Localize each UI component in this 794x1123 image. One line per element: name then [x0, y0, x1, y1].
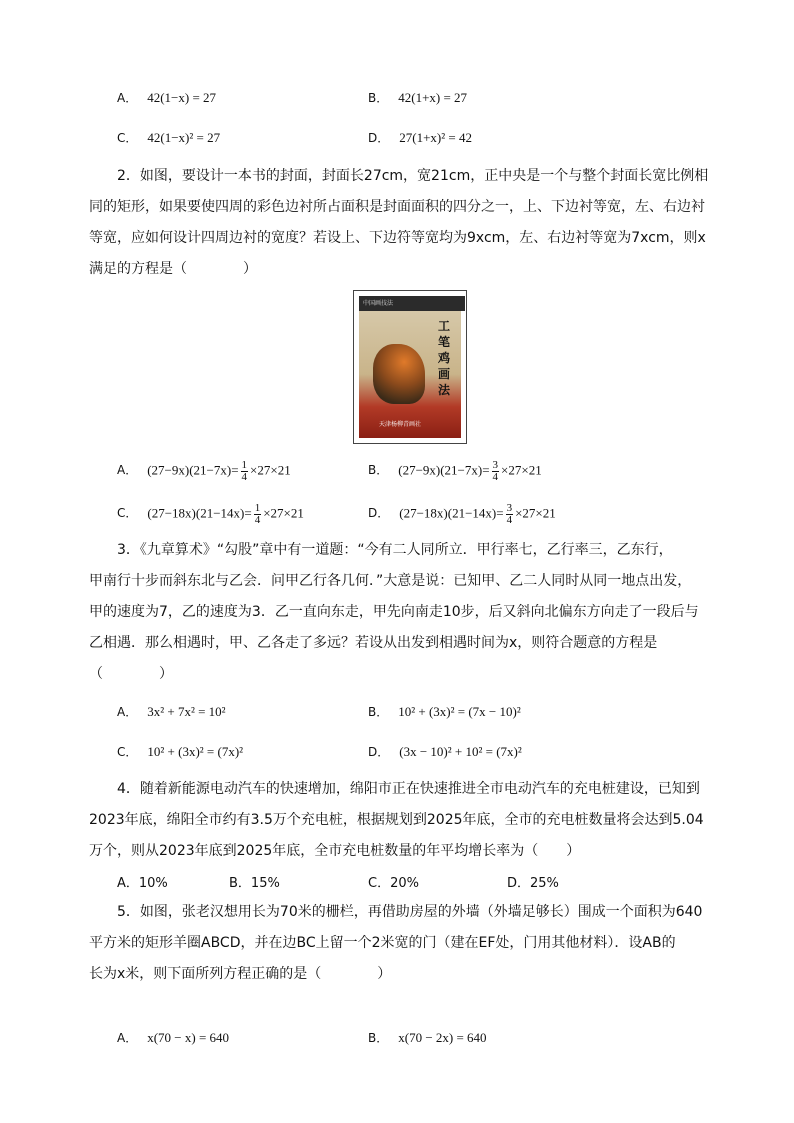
option-expression: 10² + (3x)² = (7x)² [147, 744, 244, 759]
fraction-numerator: 1 [254, 502, 261, 514]
fraction-numerator: 1 [241, 459, 248, 471]
option-expression-left: (27−18x)(21−14x)= [147, 505, 252, 521]
q4-option-c[interactable]: C．20% [368, 876, 419, 891]
stem-line: 2023年底，绵阳全市约有3.5万个充电桩，根据规划到2025年底，全市的充电桩数量将会达到5.04 [89, 812, 704, 828]
q2-option-c[interactable] [117, 503, 304, 526]
q2-option-d[interactable] [368, 503, 556, 526]
option-label: A． [117, 91, 138, 105]
option-expression: 27(1+x)² = 42 [399, 130, 472, 145]
stem-line: 长为x米，则下面所列方程正确的是（ ） [89, 966, 392, 982]
fraction [492, 460, 500, 483]
option-label: B． [368, 463, 389, 478]
fraction-numerator: 3 [506, 502, 513, 514]
book-series-label: 中国画技法 [359, 296, 465, 311]
q1-option-d[interactable] [368, 128, 472, 148]
option-label: B． [368, 1031, 389, 1045]
q3-option-d[interactable] [368, 742, 522, 762]
stem-line: 平方米的矩形羊圈ABCD，并在边BC上留一个2米宽的门（建在EF处，门用其他材料）．设AB的 [89, 935, 676, 951]
q5-option-b[interactable] [368, 1028, 487, 1048]
option-expression-right: ×27×21 [263, 505, 304, 521]
option-label: D． [368, 745, 390, 759]
option-expression-left: (27−9x)(21−7x)= [398, 462, 490, 478]
book-publisher: 天津杨柳青画社 [379, 421, 422, 428]
stem-line: 3．《九章算术》“勾股”章中有一道题：“今有二人同所立．甲行率七，乙行率三，乙东行， [117, 542, 673, 558]
stem-line: 甲南行十步而斜东北与乙会．问甲乙行各几何．”大意是说：已知甲、乙二人同时从同一地点出发， [89, 573, 692, 589]
stem-line: 4．随着新能源电动汽车的快速增加，绵阳市正在快速推进全市电动汽车的充电桩建设，已知到 [117, 781, 700, 797]
option-expression: x(70 − x) = 640 [147, 1030, 230, 1045]
option-label: B． [368, 91, 389, 105]
fraction-denominator: 4 [241, 471, 248, 483]
stem-line: 等宽，应如何设计四周边衬的宽度？若设上、下边符等宽均为9xcm，左、右边衬等宽为7xcm，则x [89, 230, 706, 246]
option-expression: 42(1−x) = 27 [147, 90, 217, 105]
question-5-stem [89, 897, 704, 990]
option-label: D． [368, 506, 390, 521]
option-expression-right: ×27×21 [501, 462, 542, 478]
q5-option-a[interactable] [117, 1028, 229, 1048]
stem-line: 同的矩形，如果要使四周的彩色边衬所占面积是封面面积的四分之一，上、下边衬等宽，左、右边衬 [89, 199, 705, 215]
stem-line: 乙相遇．那么相遇时，甲、乙各走了多远？若设从出发到相遇时间为x，则符合题意的方程是 [89, 635, 658, 651]
option-label: A． [117, 463, 138, 478]
q3-option-c[interactable] [117, 742, 243, 762]
fraction-denominator: 4 [506, 514, 513, 526]
option-expression: 3x² + 7x² = 10² [147, 704, 226, 719]
question-3-stem [89, 535, 704, 690]
option-expression: x(70 − 2x) = 640 [398, 1030, 487, 1045]
option-expression-right: ×27×21 [515, 505, 556, 521]
option-label: C． [117, 745, 138, 759]
book-title: 工笔鸡画法 [437, 319, 450, 397]
q3-option-b[interactable] [368, 702, 521, 722]
q1-option-a[interactable] [117, 88, 216, 108]
fraction [241, 460, 249, 483]
option-expression-right: ×27×21 [250, 462, 291, 478]
rooster-illustration [373, 344, 425, 404]
question-4-stem [89, 774, 704, 867]
option-expression: 10² + (3x)² = (7x − 10)² [398, 704, 521, 719]
fraction [506, 503, 514, 526]
option-expression: (3x − 10)² + 10² = (7x)² [399, 744, 522, 759]
option-expression: 42(1+x) = 27 [398, 90, 468, 105]
q1-option-c[interactable] [117, 128, 220, 148]
option-label: A． [117, 1031, 138, 1045]
option-expression-left: (27−18x)(21−14x)= [399, 505, 504, 521]
q4-option-d[interactable]: D．25% [507, 876, 559, 891]
fraction [254, 503, 262, 526]
q2-option-b[interactable] [368, 460, 542, 483]
stem-line: 5．如图，张老汉想用长为70米的栅栏，再借助房屋的外墙（外墙足够长）围成一个面积为640 [117, 904, 703, 920]
stem-line: （ ） [89, 666, 173, 682]
stem-line: 2．如图，要设计一本书的封面，封面长27cm，宽21cm，正中央是一个与整个封面长宽比例相 [117, 168, 709, 184]
option-label: D． [368, 131, 390, 145]
q2-option-a[interactable] [117, 460, 291, 483]
q4-option-a[interactable]: A．10% [117, 876, 168, 891]
option-label: B． [368, 705, 389, 719]
option-label: C． [117, 131, 138, 145]
option-expression: 42(1−x)² = 27 [147, 130, 221, 145]
question-2-stem [89, 161, 709, 285]
stem-line: 满足的方程是（ ） [89, 261, 257, 277]
stem-line: 万个，则从2023年底到2025年底，全市充电桩数量的年平均增长率为（ ） [89, 843, 581, 859]
q4-option-b[interactable]: B．15% [229, 876, 280, 891]
book-cover-image [359, 296, 461, 438]
option-label: A． [117, 705, 138, 719]
stem-line: 甲的速度为7，乙的速度为3．乙一直向东走，甲先向南走10步，后又斜向北偏东方向走了一段后与 [89, 604, 699, 620]
q1-option-b[interactable] [368, 88, 467, 108]
book-cover-figure [353, 290, 467, 444]
fraction-denominator: 4 [492, 471, 499, 483]
q3-option-a[interactable] [117, 702, 226, 722]
fraction-numerator: 3 [492, 459, 499, 471]
fraction-denominator: 4 [254, 514, 261, 526]
option-expression-left: (27−9x)(21−7x)= [147, 462, 239, 478]
option-label: C． [117, 506, 138, 521]
